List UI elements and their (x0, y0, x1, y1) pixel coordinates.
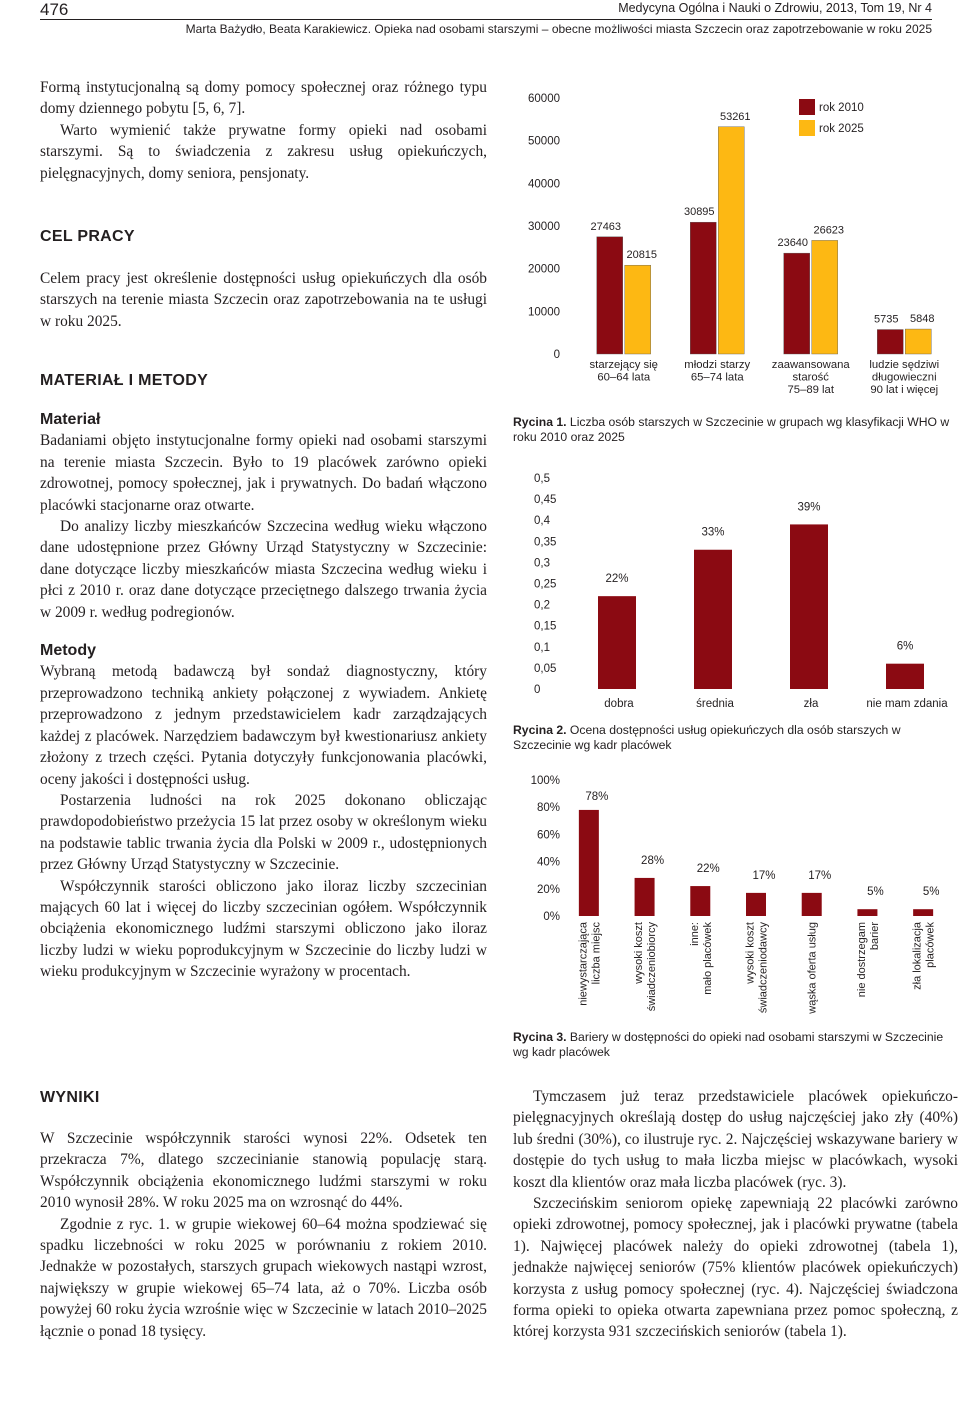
figure-3-caption (513, 1030, 958, 1060)
fig3-data-label: 5% (867, 886, 884, 899)
fig1-x-tick: 65–74 lata (690, 371, 744, 384)
fig2-y-tick: 0,15 (534, 620, 557, 633)
fig1-y-tick: 10000 (528, 306, 560, 319)
fig3-bar (579, 810, 599, 916)
figure-1-chart (513, 88, 958, 410)
fig1-data-label: 27463 (590, 220, 622, 233)
material-heading: Materiał (40, 411, 101, 428)
wyniki-heading-box (40, 1087, 487, 1108)
fig1-x-tick: 90 lat i więcej (870, 384, 939, 396)
material-paragraph-1: Badaniami objęto instytucjonalne formy opieki nad osobami starszymi na terenie miasta Szczecin. Było to 19 placówek zarówno opieki zdrowotnej, pomocy społecznej, jak i prywatnych. Do badań włączono placówki stacjonarne oraz otwarte. (40, 432, 487, 514)
fig2-data-label: 39% (797, 501, 821, 514)
metody-heading: Metody (40, 642, 96, 660)
figure-1-label: Rycina 1. (513, 415, 567, 429)
fig1-bar-2010 (597, 237, 623, 354)
fig3-bar (857, 909, 877, 916)
figure-2-caption-text: Ocena dostępności usług opiekuńczych dla osób starszych w Szczecinie wg kadr placówek (513, 723, 901, 752)
figure-3-caption-text: Bariery w dostępności do opieki nad osobami starszymi w Szczecinie wg kadr placówek (513, 1030, 944, 1059)
fig2-x-tick: nie mam zdania (866, 698, 948, 710)
fig1-x-tick: starzejący się (589, 359, 658, 371)
fig2-y-tick: 0,35 (534, 536, 557, 549)
fig1-x-tick: 60–64 lata (597, 371, 651, 384)
fig1-bar-2010 (690, 222, 716, 354)
fig2-data-label: 6% (896, 640, 914, 653)
right-column-text (513, 1086, 958, 1343)
fig3-x-tick: mało placówek (701, 922, 714, 995)
fig1-y-tick: 50000 (528, 135, 560, 148)
fig1-bar-2010 (877, 330, 903, 354)
fig1-x-tick: starość (792, 371, 829, 384)
fig1-data-label: 53261 (719, 110, 751, 123)
fig2-data-label: 22% (605, 573, 629, 586)
fig1-legend-label: rok 2025 (819, 123, 864, 135)
fig3-y-tick: 80% (536, 802, 560, 815)
metody-paragraph-2: Postarzenia ludności na rok 2025 dokonano obliczając prawdopodobieństwo przeżycia 15 lat przez osoby w określonym wieku na podstawie tablic trwania życia dla Polski w 2009 r., udostępnionych przez Główny Urząd Statystyczny w Szczecinie. (40, 791, 487, 874)
wyniki-section (40, 1128, 487, 1342)
fig1-x-tick: 75–89 lat (787, 384, 834, 396)
figure-1-caption-text: Liczba osób starszych w Szczecinie w grupach wg klasyfikacji WHO w roku 2010 oraz 2025 (513, 415, 950, 444)
fig3-data-label: 17% (808, 869, 832, 882)
fig3-y-tick: 60% (536, 829, 560, 842)
mat-heading: MATERIAŁ I METODY (40, 372, 209, 389)
material-section (40, 409, 487, 983)
wyniki-heading: WYNIKI (40, 1089, 100, 1106)
fig2-bar (694, 550, 732, 689)
fig3-x-tick: liczba miejsc (590, 922, 603, 985)
fig1-legend-swatch (799, 120, 815, 136)
fig3-data-label: 28% (641, 854, 665, 867)
fig3-data-label: 5% (922, 886, 940, 899)
fig3-x-tick: świadczeniodawcy (757, 922, 770, 1014)
header-rule (40, 19, 932, 20)
fig2-data-label: 33% (701, 526, 725, 539)
fig2-y-tick: 0 (534, 684, 541, 696)
fig1-x-tick: zaawansowana (771, 359, 850, 371)
fig1-y-tick: 40000 (528, 178, 560, 191)
page-number: 476 (40, 0, 69, 19)
fig2-x-tick: zła (803, 698, 819, 710)
fig3-x-tick: wąska oferta usług (806, 922, 819, 1014)
fig2-y-tick: 0,2 (534, 599, 550, 612)
metody-paragraph-1: Wybraną metodą badawczą był sondaż diagnostyczny, który przeprowadzono techniką ankiety połączonej z wywiadem. Ankietę przeprowadzono z jednym przedstawicielem kadr zarządzających każdej z placówek. Narzędziem badawczym był kwestionariusz ankiety złożony z trzech części. Pytania dotyczyły funkcjonowania placówki, oceny jakości i dostępności usług. (40, 663, 487, 788)
fig1-x-tick: młodzi starzy (684, 359, 751, 371)
fig3-data-label: 78% (585, 790, 609, 803)
fig1-bar-2025 (625, 265, 651, 354)
figure-2-label: Rycina 2. (513, 723, 567, 737)
fig2-x-tick: średnia (696, 698, 734, 710)
figure-3-chart (513, 770, 958, 1025)
fig1-bar-2025 (718, 127, 744, 354)
intro-paragraph-2: Warto wymienić także prywatne formy opieki nad osobami starszymi. Są to świadczenia z zakresu usług opiekuńczych, pielęgnacyjnych, domy seniora, pensjonaty. (40, 121, 487, 182)
fig1-legend-label: rok 2010 (819, 102, 864, 114)
fig1-y-tick: 30000 (528, 221, 560, 233)
fig1-y-tick: 60000 (528, 93, 560, 105)
fig2-bar (886, 664, 924, 689)
fig3-x-tick: inne: (688, 922, 701, 946)
journal-title: Medycyna Ogólna i Nauki o Zdrowiu, 2013, Tom 19, Nr 4 (618, 1, 932, 15)
figure-2-chart (513, 468, 958, 713)
fig1-x-tick: ludzie sędziwi (869, 359, 940, 371)
fig2-bar (598, 596, 636, 689)
fig2-y-tick: 0,1 (534, 641, 550, 654)
authors-line: Marta Bażydło, Beata Karakiewicz. Opieka nad osobami starszymi – obecne możliwości miasta Szczecin oraz zapotrzebowanie w roku 2025 (185, 22, 932, 36)
fig3-x-tick: świadczeniobiorcy (646, 922, 659, 1012)
fig2-y-tick: 0,3 (534, 557, 550, 570)
fig1-bar-2025 (905, 329, 931, 354)
cel-heading: CEL PRACY (40, 228, 135, 245)
wyniki-paragraph-1: W Szczecinie współczynnik starości wynosi 22%. Odsetek ten przekracza 7%, dlatego szczecinianie stanowią populację starą. Współczynnik obciążenia ekonomicznego ludźmi starszymi w roku 2010 wynosił 28%. W roku 2025 ma on wzrosnąć do 44%. (40, 1130, 487, 1212)
figure-1-caption (513, 415, 958, 445)
fig1-y-tick: 0 (553, 349, 560, 361)
right-paragraph-2: Szczecińskim seniorom opiekę zapewniają 22 placówki zarówno opieki zdrowotnej, pomocy społecznej, jak i placówki prywatne (tabela 1). Najwięcej placówek należy do opieki zdrowotnej (tabela 1), jednakże najwięcej seniorów (75% klientów placówek opiekuńczych) korzysta z usług pomocy społecznej (ryc. 4). Najczęściej świadczona forma opieki to opieka otwarta zapewniana przez pomoc społeczną, z której korzysta 931 szczecińskich seniorów (tabela 1). (513, 1195, 958, 1341)
fig3-bar (635, 878, 655, 916)
fig3-x-tick: wysoki koszt (633, 922, 646, 984)
fig1-y-tick: 20000 (528, 263, 560, 276)
right-paragraph-1: Tymczasem już teraz przedstawiciele placówek opiekuńczo-pielęgnacyjnych określają dostęp do usług najczęściej jako zły (40%) lub średni (30%), co ilustruje ryc. 2. Najczęściej wskazywane bariery w dostępie do tych usług to mała liczba miejsc w placówkach, wysoki koszt dla klientów oraz mała liczba placówek (ryc. 3). (513, 1088, 958, 1191)
left-column-top (40, 77, 487, 184)
fig3-x-tick: barier (868, 922, 881, 951)
fig1-legend-swatch (799, 99, 815, 115)
fig1-data-label: 23640 (777, 237, 809, 250)
fig1-x-tick: długowieczni (871, 371, 937, 384)
fig2-y-tick: 0,4 (534, 515, 550, 528)
fig2-bar (790, 524, 828, 689)
fig3-y-tick: 20% (536, 883, 560, 896)
fig3-x-tick: placówek (924, 922, 937, 968)
cel-heading-box (40, 226, 487, 247)
fig2-y-tick: 0,05 (534, 662, 557, 675)
fig3-bar (690, 886, 710, 916)
fig3-bar (746, 893, 766, 916)
fig3-y-tick: 100% (530, 775, 560, 787)
fig1-data-label: 26623 (813, 224, 845, 237)
fig3-y-tick: 0% (543, 911, 560, 923)
figure-3-label: Rycina 3. (513, 1030, 567, 1044)
fig3-bar (802, 893, 822, 916)
cel-text-box (40, 268, 487, 332)
fig3-data-label: 22% (696, 863, 720, 876)
fig2-y-tick: 0,5 (534, 473, 550, 485)
fig3-bar (913, 909, 933, 916)
intro-paragraph-1: Formą instytucjonalną są domy pomocy społecznej oraz różnego typu domy dziennego pobytu [5, 6, 7]. (40, 79, 487, 118)
fig3-x-tick: wysoki koszt (744, 922, 757, 984)
fig3-y-tick: 40% (536, 856, 560, 869)
fig1-data-label: 30895 (683, 206, 715, 219)
material-paragraph-2: Do analizy liczby mieszkańców Szczecina według wieku włączono dane udostępnione przez Główny Urząd Statystyczny w Szczecinie: dane dotyczące liczby mieszkańców miasta Szczecina według wieku i płci z 2010 r. oraz dane dotyczące przeciętnego dalszego trwania życia w 2009 r. według podregionów. (40, 518, 487, 621)
cel-text: Celem pracy jest określenie dostępności usług opiekuńczych dla osób starszych na terenie miasta Szczecin oraz zapotrzebowania na te usługi w roku 2025. (40, 270, 487, 330)
mat-heading-box (40, 370, 487, 391)
fig3-x-tick: niewystarczająca (577, 922, 590, 1006)
fig1-data-label: 5848 (910, 313, 935, 326)
wyniki-paragraph-2: Zgodnie z ryc. 1. w grupie wiekowej 60–64 można spodziewać się spadku liczebności w roku 2025 w porównaniu z rokiem 2010. Jednakże w pozostałych, starszych grupach wiekowych nastąpi wzrost, największy w grupie wiekowej 65–74 lata, aż o 70%. Liczba osób powyżej 60 roku życia wzrośnie więc w Szczecinie w latach 2010–2025 łącznie o ponad 18 tysięcy. (40, 1215, 487, 1340)
fig3-x-tick: nie dostrzegam (855, 922, 868, 998)
fig3-data-label: 17% (752, 869, 776, 882)
fig1-bar-2025 (812, 240, 838, 354)
fig2-y-tick: 0,25 (534, 578, 557, 591)
fig3-x-tick: zła lokalizacja (911, 922, 924, 990)
metody-paragraph-3: Współczynnik starości obliczono jako iloraz liczby szczecinian mających 60 lat i więcej do liczby szczecinian ogółem. Współczynnik obciążenia ekonomicznego ludźmi starszymi obliczono jako iloraz liczby ludzi w wieku poprodukcyjnym w Szczecinie do liczby ludzi w wieku produkcyjnym w Szczecinie wyrażony w procentach. (40, 877, 487, 981)
fig1-data-label: 5735 (874, 313, 899, 326)
fig2-y-tick: 0,45 (534, 494, 557, 507)
fig2-x-tick: dobra (604, 698, 634, 710)
fig1-data-label: 20815 (626, 249, 658, 262)
fig1-bar-2010 (784, 253, 810, 354)
figure-2-caption (513, 723, 958, 753)
